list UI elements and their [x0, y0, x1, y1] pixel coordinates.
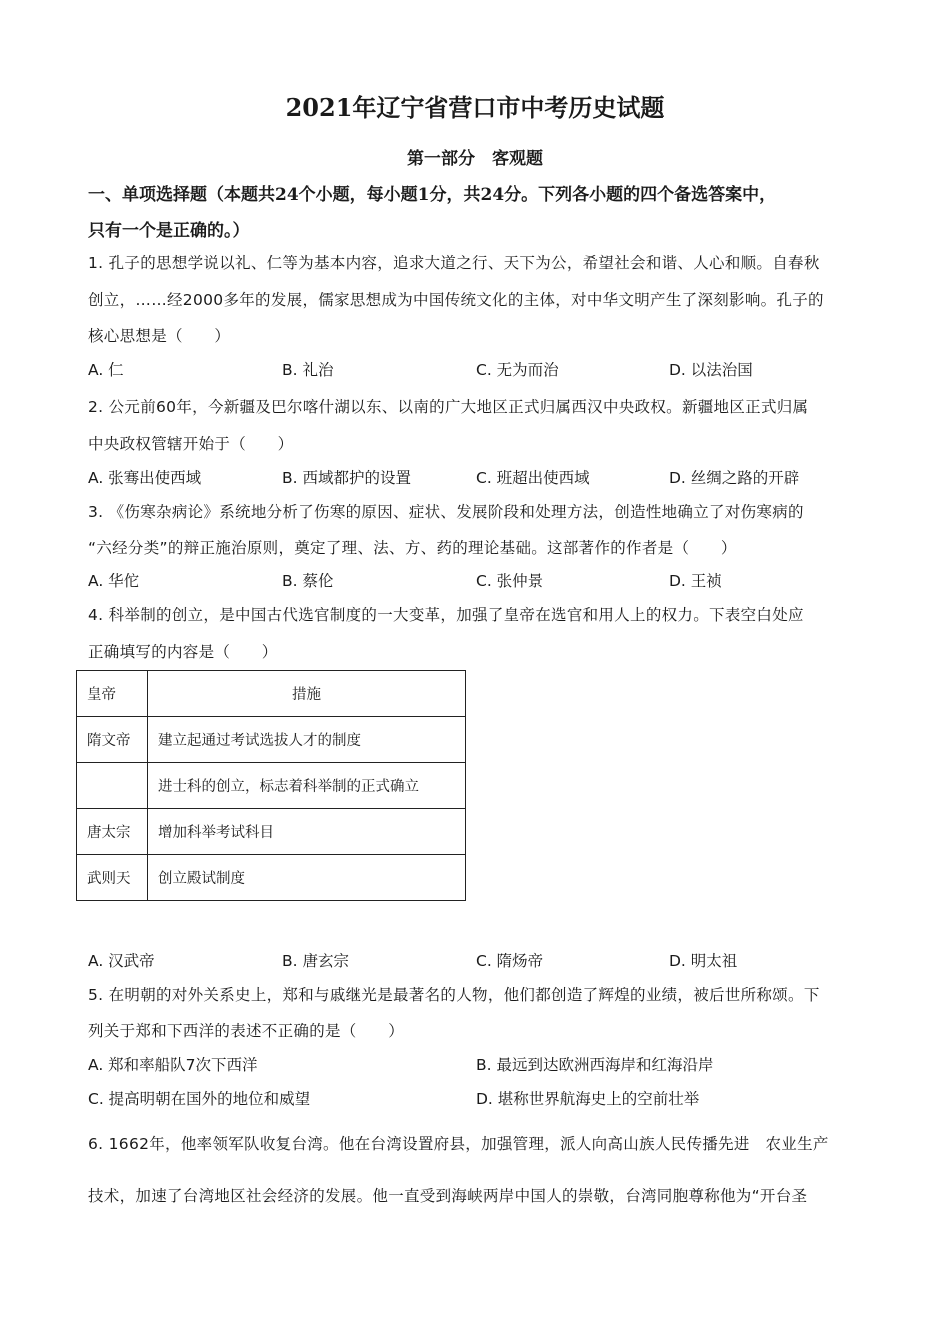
table-cell-emperor: 唐太宗 [77, 809, 148, 855]
table-row [77, 717, 466, 763]
table-row [77, 809, 466, 855]
q2-text-line: 2. 公元前60年，今新疆及巴尔喀什湖以东、以南的广大地区正式归属西汉中央政权。新疆地区正式归属 [88, 398, 809, 416]
table-cell-measure: 增加科举考试科目 [148, 809, 466, 855]
q3-text-line: “六经分类”的辩正施治原则，奠定了理、法、方、药的理论基础。这部著作的作者是（ ） [88, 539, 737, 557]
page-title: 2021年辽宁省营口市中考历史试题 [285, 93, 665, 122]
table-cell-emperor-blank [77, 763, 148, 809]
q1-text-line: 1. 孔子的思想学说以礼、仁等为基本内容，追求大道之行、天下为公，希望社会和谐、人心和顺。自春秋 [88, 254, 820, 272]
q4-option-c: C. 隋炀帝 [476, 952, 544, 970]
q4-table [76, 670, 466, 901]
q1-option-b: B. 礼治 [282, 361, 334, 379]
q4-text-line: 正确填写的内容是（ ） [88, 643, 278, 661]
section-heading-line1: 一、单项选择题（本题共24个小题，每小题1分，共24分。下列各小题的四个备选答案中， [88, 185, 777, 205]
q1-text-line: 创立，……经2000多年的发展，儒家思想成为中国传统文化的主体，对中华文明产生了深刻影响。孔子的 [88, 291, 824, 309]
table-row [77, 855, 466, 901]
q4-option-a: A. 汉武帝 [88, 952, 155, 970]
q3-text-line: 3. 《伤寒杂病论》系统地分析了伤寒的原因、症状、发展阶段和处理方法，创造性地确立了对伤寒病的 [88, 503, 804, 521]
q5-option-d: D. 堪称世界航海史上的空前壮举 [476, 1090, 700, 1108]
q5-option-c: C. 提高明朝在国外的地位和威望 [88, 1090, 311, 1108]
q2-option-c: C. 班超出使西域 [476, 469, 590, 487]
table-cell-measure: 建立起通过考试选拔人才的制度 [148, 717, 466, 763]
table-cell-measure: 进士科的创立，标志着科举制的正式确立 [148, 763, 466, 809]
table-cell-emperor: 武则天 [77, 855, 148, 901]
q3-option-a: A. 华佗 [88, 572, 140, 590]
q2-text-line: 中央政权管辖开始于（ ） [88, 435, 294, 453]
table-header-emperor: 皇帝 [77, 671, 148, 717]
q5-option-b: B. 最远到达欧洲西海岸和红海沿岸 [476, 1056, 714, 1074]
q2-option-a: A. 张骞出使西域 [88, 469, 202, 487]
table-header-row [77, 671, 466, 717]
part-heading: 第一部分 客观题 [407, 149, 543, 169]
q1-text-line: 核心思想是（ ） [88, 327, 231, 345]
q6-text-line: 6. 1662年，他率领军队收复台湾。他在台湾设置府县，加强管理，派人向高山族人民传播先进 农业生产 [88, 1135, 829, 1153]
q3-option-b: B. 蔡伦 [282, 572, 334, 590]
q4-text-line: 4. 科举制的创立，是中国古代选官制度的一大变革，加强了皇帝在选官和用人上的权力。下表空白处应 [88, 606, 804, 624]
table-cell-measure: 创立殿试制度 [148, 855, 466, 901]
q5-option-a: A. 郑和率船队7次下西洋 [88, 1056, 258, 1074]
q2-option-b: B. 西域都护的设置 [282, 469, 411, 487]
q3-option-c: C. 张仲景 [476, 572, 544, 590]
table-cell-emperor: 隋文帝 [77, 717, 148, 763]
q2-option-d: D. 丝绸之路的开辟 [669, 469, 800, 487]
q1-option-c: C. 无为而治 [476, 361, 559, 379]
q5-text-line: 列关于郑和下西洋的表述不正确的是（ ） [88, 1022, 405, 1040]
q1-option-a: A. 仁 [88, 361, 124, 379]
q1-option-d: D. 以法治国 [669, 361, 753, 379]
table-row [77, 763, 466, 809]
section-heading-line2: 只有一个是正确的。） [88, 221, 250, 241]
q6-text-line: 技术，加速了台湾地区社会经济的发展。他一直受到海峡两岸中国人的崇敬，台湾同胞尊称他为“开台圣 [88, 1187, 808, 1205]
q5-text-line: 5. 在明朝的对外关系史上，郑和与戚继光是最著名的人物，他们都创造了辉煌的业绩，被后世所称颂。下 [88, 986, 820, 1004]
q4-option-d: D. 明太祖 [669, 952, 738, 970]
q3-option-d: D. 王祯 [669, 572, 722, 590]
q4-option-b: B. 唐玄宗 [282, 952, 349, 970]
table-header-measures: 措施 [148, 671, 466, 717]
